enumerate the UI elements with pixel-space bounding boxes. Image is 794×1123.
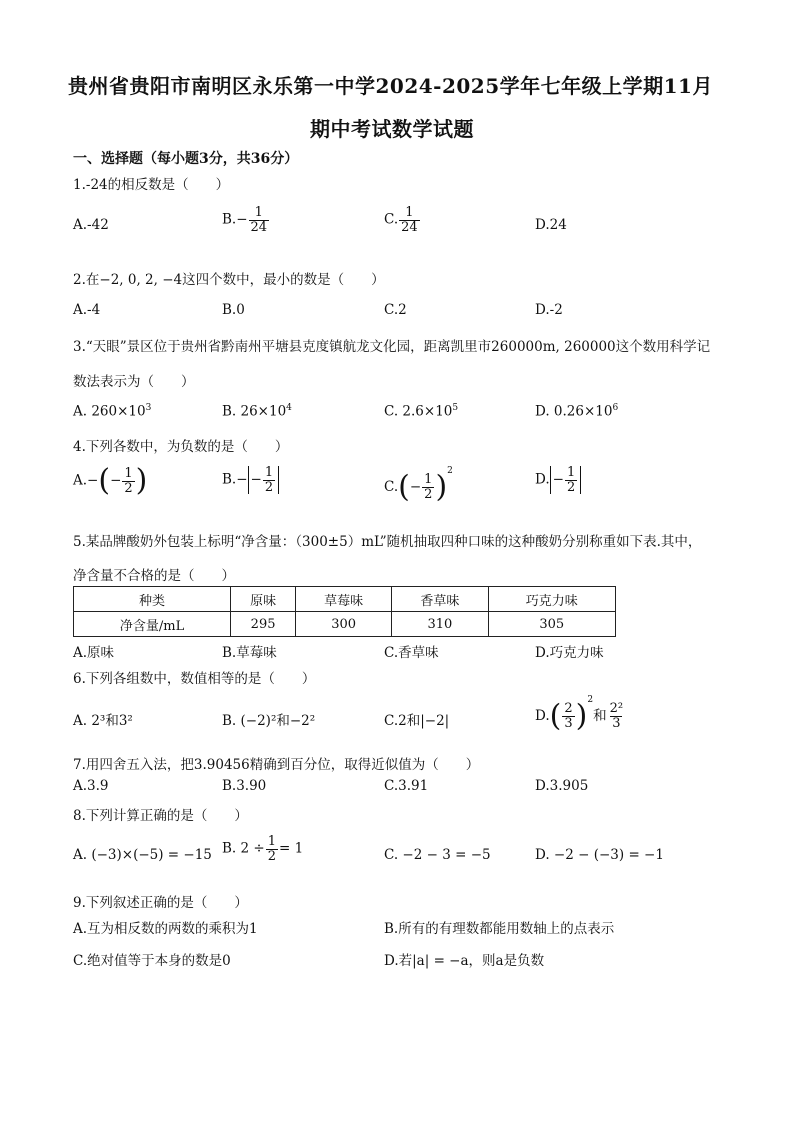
q1-option-b: B.− $\frac{1}{24}$ <box>222 205 268 235</box>
table-row <box>74 612 616 637</box>
q2-option-b: B.0 <box>222 302 245 318</box>
q5-option-d: D.巧克力味 <box>535 645 604 661</box>
q2-option-a: A.-4 <box>73 302 101 318</box>
title-line-2: 期中考试数学试题 <box>310 117 474 141</box>
q6-option-b: B. (−2)²和−2² <box>222 713 316 729</box>
q3-option-a: A. $260\times 10^3$ <box>73 403 152 420</box>
q6-option-c: C.2和|−2| <box>384 713 450 729</box>
q3-option-d: D. $0.26\times 10^6$ <box>535 403 619 420</box>
table-header-cell: 香草味 <box>392 587 488 612</box>
q4-option-a: A.−(− $\frac{1}{2}$ ) <box>73 463 148 498</box>
q1-option-c: C. $\frac{1}{24}$ <box>384 205 418 235</box>
q3-stem-line-1: 3.“天眼”景区位于贵州省黔南州平塘县克度镇航龙文化园，距离凯里市260000m, 260000这个数用科学记 <box>73 339 711 355</box>
q7-option-b: B.3.90 <box>222 778 267 794</box>
q3-stem-line-2: 数法表示为（ ） <box>73 374 195 390</box>
q8-option-b: B. 2 ÷ $\frac{1}{2}$ = 1 <box>222 834 304 864</box>
q5-stem-line-2: 净含量不合格的是（ ） <box>73 568 235 584</box>
q8-option-a: A. (−3)×(−5) = −15 <box>73 847 212 863</box>
q6-option-a: A. 2³和3² <box>73 713 133 729</box>
table-header-cell: 种类 <box>74 587 231 612</box>
net-content-table <box>73 586 616 637</box>
q4-stem: 4.下列各数中，为负数的是（ ） <box>73 439 289 455</box>
q3-option-c: C. $2.6\times 10^5$ <box>384 403 459 420</box>
table-header-row <box>74 587 616 612</box>
q7-option-c: C.3.91 <box>384 778 429 794</box>
q6-stem: 6.下列各组数中，数值相等的是（ ） <box>73 671 316 687</box>
q5-option-a: A.原味 <box>73 645 115 661</box>
q5-stem-line-1: 5.某品牌酸奶外包装上标明“净含量：（300±5）mL”随机抽取四种口味的这种酸奶分别称重如下表.其中， <box>73 534 702 550</box>
table-cell: 净含量/mL <box>74 612 231 637</box>
q3-option-b: B. $26\times 10^4$ <box>222 403 292 420</box>
q7-option-d: D.3.905 <box>535 778 589 794</box>
q4-option-b: B.− − $\frac{1}{2}$ <box>222 466 279 494</box>
q9-option-b: B.所有的有理数都能用数轴上的点表示 <box>384 921 615 937</box>
table-cell: 295 <box>231 612 296 637</box>
q8-option-c: C. −2 − 3 = −5 <box>384 847 491 863</box>
table-cell: 305 <box>488 612 616 637</box>
q8-option-d: D. −2 − (−3) = −1 <box>535 847 664 863</box>
table-cell: 300 <box>296 612 392 637</box>
table-header-cell: 原味 <box>231 587 296 612</box>
q5-option-b: B.草莓味 <box>222 645 277 661</box>
table-cell: 310 <box>392 612 488 637</box>
table-header-cell: 巧克力味 <box>488 587 616 612</box>
q9-stem: 9.下列叙述正确的是（ ） <box>73 895 248 911</box>
q1-stem: 1.-24的相反数是（ ） <box>73 177 230 193</box>
q6-option-d: D.( $\frac{2}{3}$ )$^2$和 $\frac{\text{2²}}{3}$ <box>535 695 624 734</box>
q7-option-a: A.3.9 <box>73 778 109 794</box>
q1-option-d: D.24 <box>535 217 567 233</box>
q2-option-d: D.-2 <box>535 302 563 318</box>
title-line-1: 贵州省贵阳市南明区永乐第一中学2024-2025学年七年级上学期11月 <box>68 74 713 98</box>
section-choice-heading: 一、选择题（每小题3分，共36分） <box>73 151 299 167</box>
q2-stem: 2.在−2, 0, 2, −4这四个数中，最小的数是（ ） <box>73 272 385 288</box>
q8-stem: 8.下列计算正确的是（ ） <box>73 808 248 824</box>
q2-option-c: C.2 <box>384 302 407 318</box>
q5-option-c: C.香草味 <box>384 645 439 661</box>
q4-option-d: D. − $\frac{1}{2}$ <box>535 466 581 494</box>
table-header-cell: 草莓味 <box>296 587 392 612</box>
q1-option-a: A.-42 <box>73 217 109 233</box>
q9-option-d: D.若|a| = −a，则a是负数 <box>384 953 545 969</box>
q4-option-c: C.(− $\frac{1}{2}$ )$^2$ <box>384 466 453 505</box>
q9-option-c: C.绝对值等于本身的数是0 <box>73 953 231 969</box>
q9-option-a: A.互为相反数的两数的乘积为1 <box>73 921 258 937</box>
q7-stem: 7.用四舍五入法，把3.90456精确到百分位，取得近似值为（ ） <box>73 757 480 773</box>
